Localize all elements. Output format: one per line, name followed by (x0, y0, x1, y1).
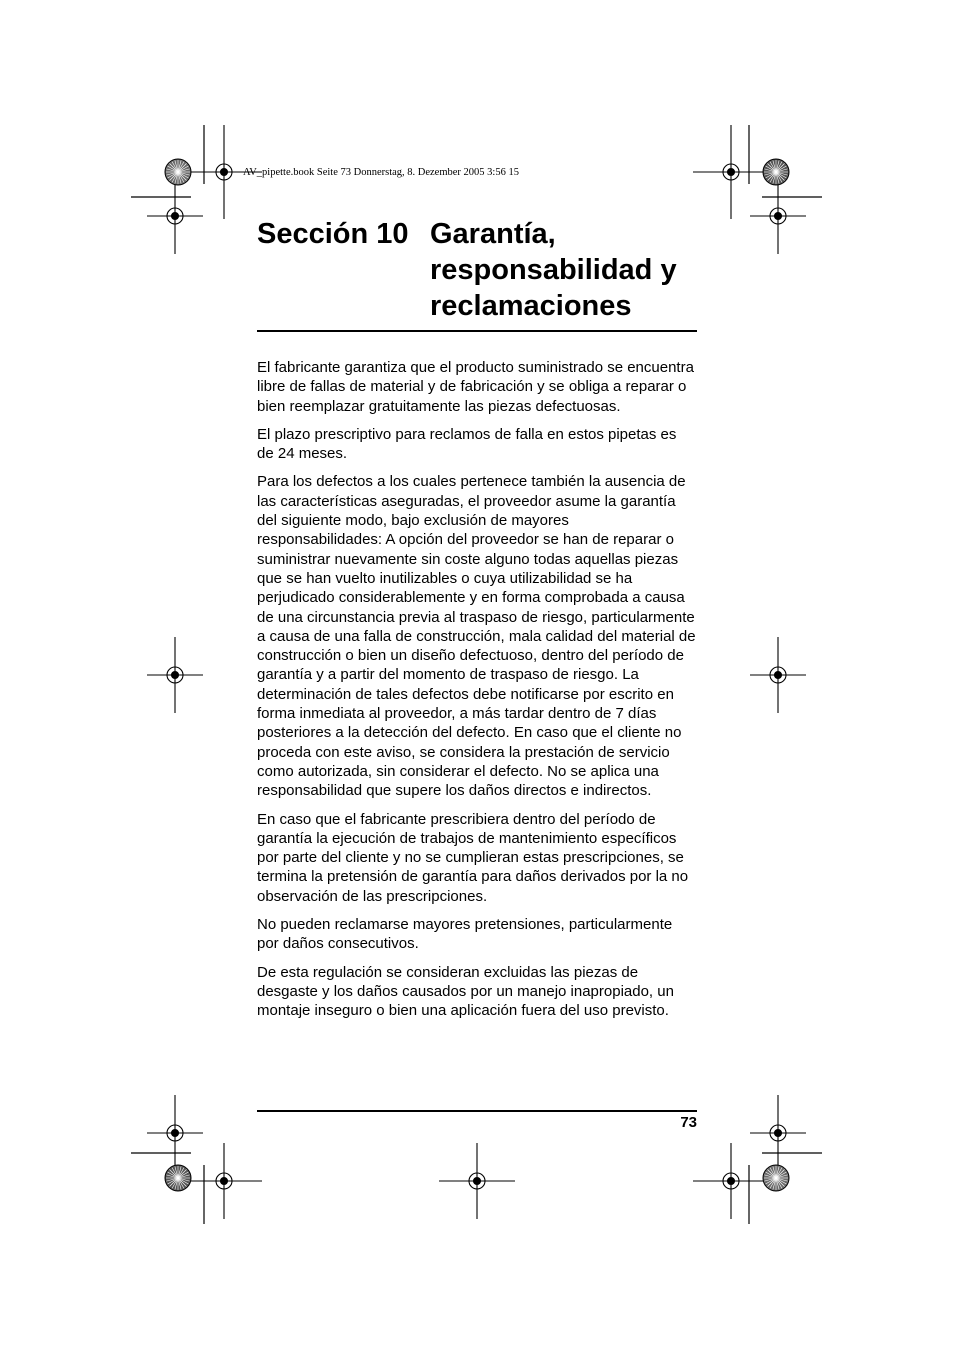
print-info-line: AV_pipette.book Seite 73 Donnerstag, 8. Dezember 2005 3:56 15 (243, 167, 519, 178)
body-text (257, 358, 697, 1030)
footer-rule (257, 1110, 697, 1112)
title-rule (257, 330, 697, 332)
paragraph-5: No pueden reclamarse mayores pretensiones, particularmente por daños consecutivos. (257, 916, 673, 953)
paragraph-3: Para los defectos a los cuales pertenece también la ausencia de las características aseguradas, el proveedor asume la garantía del siguiente modo, bajo exclusión de mayores responsabilidades: A opción del proveedor se han de reparar o suministrar nuevamente sin coste alguno todas aquellas piezas que se han vuelto inutilizables o cuya utilizabilidad se ha perjudicado considerablemente y en forma comprobada a causa de una circunstancia previa al traspaso de riesgo, particularmente a causa de una falla de construcción, mala calidad del material de construcción o bien un diseño defectuoso, dentro del período de garantía y a partir del momento de traspaso de riesgo. La determinación de tales defectos debe notificarse por escrito en forma inmediata al proveedor, a más tardar dentro de 7 días posteriores a la detección del defecto. En caso que el cliente no proceda con este aviso, se considera la prestación de servicio como autorizada, sin considerar el defecto. No se aplica una responsabilidad que supere los daños directos e indirectos. (257, 473, 696, 800)
section-title: Garantía, responsabilidad y reclamaciones (430, 218, 677, 322)
section-label: Sección 10 (257, 218, 409, 250)
paragraph-1: El fabricante garantiza que el producto suministrado se encuentra libre de fallas de material y de fabricación y se obliga a reparar o bien reemplazar gratuitamente las piezas defectuosas. (257, 359, 694, 415)
paragraph-4: En caso que el fabricante prescribiera dentro del período de garantía la ejecución de trabajos de mantenimiento específicos por parte del cliente y no se cumplieran estas prescripciones, se termina la pretensión de garantía para daños derivados por la no observación de las prescripciones. (257, 810, 689, 905)
page-number: 73 (680, 1114, 697, 1131)
paragraph-2: El plazo prescriptivo para reclamos de falla en estos pipetas es de 24 meses. (257, 425, 677, 463)
paragraph-6: De esta regulación se consideran excluidas las piezas de desgaste y los daños causados por un manejo inapropiado, un montaje inseguro o bien una aplicación fuera del uso previsto. (257, 963, 674, 1020)
